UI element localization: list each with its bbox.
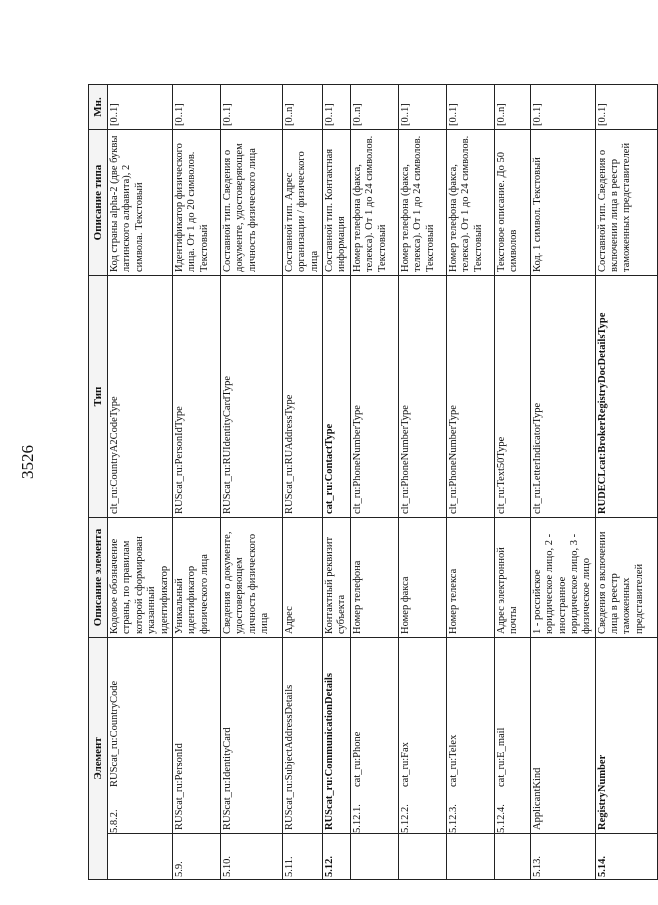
header-type-desc: Описание типа xyxy=(89,130,108,276)
row-type: RUScat_ru:PersonIdType xyxy=(172,276,220,518)
row-type-desc: Идентификатор физического лица. От 1 до 20 символов. Текстовый xyxy=(172,130,220,276)
row-type: RUDECLcat:BrokerRegistryDocDetailsType xyxy=(595,276,657,518)
table-row xyxy=(108,85,173,880)
row-element-desc: Сведения о включении лица в реестр таможенных представителей xyxy=(595,518,657,638)
row-num: 5.14. xyxy=(595,834,657,880)
table-row xyxy=(494,85,530,880)
row-num: 5.13. xyxy=(530,834,595,880)
row-type-desc: Код. 1 символ. Текстовый xyxy=(530,130,595,276)
row-mn: [0..1] xyxy=(530,85,595,130)
table-row xyxy=(220,85,282,880)
row-element-desc: Кодовое обозначение страны, по правилам которой сформирован указанный идентификатор xyxy=(108,518,173,638)
row-gutter xyxy=(494,834,530,880)
row-mn: [0..1] xyxy=(398,85,446,130)
row-mn: [0..1] xyxy=(220,85,282,130)
row-element-desc: Адрес электронной почты xyxy=(494,518,530,638)
table-row xyxy=(530,85,595,880)
row-mn: [0..n] xyxy=(282,85,322,130)
row-mn: [0..1] xyxy=(595,85,657,130)
row-type-desc: Номер телефона (факса, телекса). От 1 до 24 символов. Текстовый xyxy=(350,130,398,276)
row-type: clt_ru:Text50Type xyxy=(494,276,530,518)
row-element-desc: Уникальный идентификатор физического лица xyxy=(172,518,220,638)
table-row xyxy=(350,85,398,880)
row-element-desc: 1 - российское юридическое лицо, 2 - иностранное юридическое лицо, 3 - физическое лицо xyxy=(530,518,595,638)
row-mn: [0..1] xyxy=(446,85,494,130)
schema-table xyxy=(88,84,658,880)
row-gutter xyxy=(350,834,398,880)
row-type-desc: Составной тип. Сведения о включении лица в реестр таможенных представителей xyxy=(595,130,657,276)
row-gutter xyxy=(446,834,494,880)
header-element: Элемент xyxy=(89,638,108,880)
row-gutter xyxy=(398,834,446,880)
row-element: ApplicantKind xyxy=(530,638,595,834)
row-type-desc: Номер телефона (факса, телекса). От 1 до 24 символов. Текстовый xyxy=(446,130,494,276)
row-element: 5.12.2.cat_ru:Fax xyxy=(398,638,446,834)
row-type: RUScat_ru:RUIdentityCardType xyxy=(220,276,282,518)
row-type: RUScat_ru:RUAddressType xyxy=(282,276,322,518)
header-type: Тип xyxy=(89,276,108,518)
table-row xyxy=(595,85,657,880)
table-row xyxy=(172,85,220,880)
row-mn: [0..1] xyxy=(172,85,220,130)
table-row xyxy=(282,85,322,880)
row-type: clt_ru:PhoneNumberType xyxy=(446,276,494,518)
row-element: 5.12.3.cat_ru:Telex xyxy=(446,638,494,834)
row-element-desc: Номер телефона xyxy=(350,518,398,638)
row-element-desc: Номер факса xyxy=(398,518,446,638)
row-num: 5.11. xyxy=(282,834,322,880)
row-type-desc: Составной тип. Сведения о документе, удостоверяющем личность физического лица xyxy=(220,130,282,276)
header-element-desc: Описание элемента xyxy=(89,518,108,638)
row-mn: [0..1] xyxy=(323,85,351,130)
header-mn: Мн. xyxy=(89,85,108,130)
row-type: clt_ru:PhoneNumberType xyxy=(398,276,446,518)
row-mn: [0..1] xyxy=(108,85,173,130)
row-element: RUScat_ru:CommunicationDetails xyxy=(323,638,351,834)
row-element-desc: Контактный реквизит субъекта xyxy=(323,518,351,638)
row-type-desc: Составной тип. Контактная информация xyxy=(323,130,351,276)
row-mn: [0..n] xyxy=(350,85,398,130)
row-type-desc: Номер телефона (факса, телекса). От 1 до 24 символов. Текстовый xyxy=(398,130,446,276)
table-row xyxy=(323,85,351,880)
row-mn: [0..n] xyxy=(494,85,530,130)
row-element: 5.8.2.RUScat_ru:CountryCode xyxy=(108,638,173,834)
table-header-row xyxy=(89,85,108,880)
row-gutter xyxy=(108,834,173,880)
row-element-desc: Номер телекса xyxy=(446,518,494,638)
row-num: 5.12. xyxy=(323,834,351,880)
row-type: clt_ru:CountryA2CodeType xyxy=(108,276,173,518)
row-type-desc: Текстовое описание. До 50 символов xyxy=(494,130,530,276)
row-type: clt_ru:LetterIndicatorType xyxy=(530,276,595,518)
row-element-desc: Адрес xyxy=(282,518,322,638)
row-type-desc: Код страны alpha-2 (две буквы латинского алфавита), 2 символа. Текстовый xyxy=(108,130,173,276)
row-element-desc: Сведения о документе, удостоверяющем личность физического лица xyxy=(220,518,282,638)
page-number: 3526 xyxy=(18,445,37,479)
row-element: 5.12.1.cat_ru:Phone xyxy=(350,638,398,834)
row-element: RUScat_ru:SubjectAddressDetails xyxy=(282,638,322,834)
rotated-table-container xyxy=(88,85,645,880)
row-num: 5.9. xyxy=(172,834,220,880)
row-type-desc: Составной тип. Адрес организации / физического лица xyxy=(282,130,322,276)
row-type: cat_ru:ContactType xyxy=(323,276,351,518)
table-row xyxy=(398,85,446,880)
row-element: RegistryNumber xyxy=(595,638,657,834)
table-row xyxy=(446,85,494,880)
row-element: RUScat_ru:IdentityCard xyxy=(220,638,282,834)
row-element: 5.12.4.cat_ru:E_mail xyxy=(494,638,530,834)
row-type: clt_ru:PhoneNumberType xyxy=(350,276,398,518)
row-element: RUScat_ru:PersonId xyxy=(172,638,220,834)
row-num: 5.10. xyxy=(220,834,282,880)
